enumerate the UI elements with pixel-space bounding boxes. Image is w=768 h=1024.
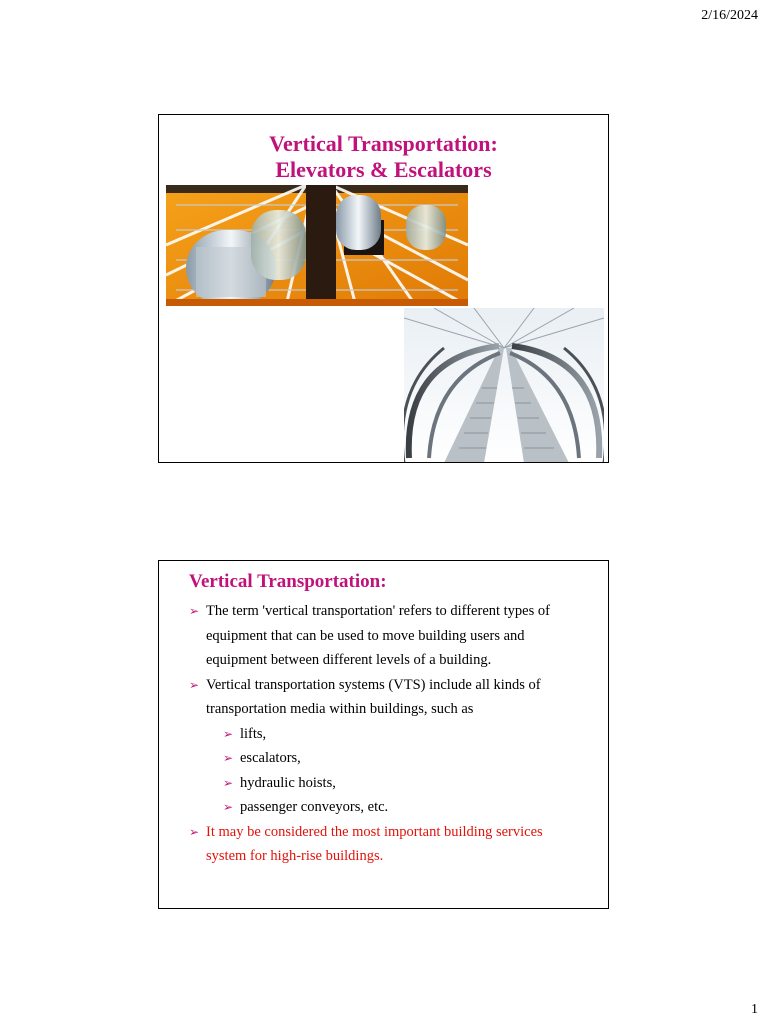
print-date: 2/16/2024 bbox=[701, 8, 758, 23]
bullet-text: equipment between different levels of a building. bbox=[206, 652, 492, 668]
bullet-list bbox=[189, 599, 588, 869]
bullet-text: escalators, bbox=[240, 750, 301, 766]
slide-2 bbox=[158, 560, 609, 909]
slide-1 bbox=[158, 114, 609, 463]
bullet-continuation bbox=[189, 624, 588, 649]
sub-bullet-item bbox=[223, 771, 588, 796]
bullet-text: transportation media within buildings, such as bbox=[206, 701, 474, 717]
bullet-text: It may be considered the most important building services bbox=[206, 823, 543, 840]
bullet-text: equipment that can be used to move building users and bbox=[206, 627, 525, 644]
escalator-photo bbox=[404, 308, 604, 463]
arrow-bullet-icon: ➢ bbox=[223, 751, 234, 765]
arrow-bullet-icon: ➢ bbox=[223, 775, 234, 790]
bullet-item bbox=[189, 599, 588, 624]
bullet-text: system for high-rise buildings. bbox=[206, 848, 384, 864]
arrow-bullet-icon: ➢ bbox=[189, 677, 200, 692]
arrow-bullet-icon: ➢ bbox=[223, 726, 234, 741]
bullet-continuation-highlight bbox=[189, 844, 588, 869]
arrow-bullet-icon: ➢ bbox=[189, 824, 200, 839]
bullet-text: hydraulic hoists, bbox=[240, 774, 336, 791]
slide-1-title-line-1: Vertical Transportation: bbox=[269, 131, 498, 156]
bullet-text: The term 'vertical transportation' refers to different types of bbox=[206, 603, 550, 619]
bullet-text: lifts, bbox=[240, 725, 267, 742]
slide-1-title bbox=[159, 131, 608, 183]
slide-1-title-line-2: Elevators & Escalators bbox=[275, 157, 492, 182]
slide-2-title: Vertical Transportation: bbox=[189, 571, 387, 592]
bullet-text: Vertical transportation systems (VTS) include all kinds of bbox=[206, 676, 541, 693]
sub-bullet-item bbox=[223, 722, 588, 747]
page-number: 1 bbox=[751, 1002, 758, 1017]
arrow-bullet-icon: ➢ bbox=[223, 800, 234, 814]
bullet-item bbox=[189, 673, 588, 698]
bullet-text: passenger conveyors, etc. bbox=[240, 799, 389, 815]
sub-bullet-item bbox=[223, 795, 588, 820]
bullet-item-highlight bbox=[189, 820, 588, 845]
elevator-shaft-photo bbox=[166, 185, 468, 306]
bullet-continuation bbox=[189, 648, 588, 673]
bullet-continuation bbox=[189, 697, 588, 722]
sub-bullet-item bbox=[223, 746, 588, 771]
arrow-bullet-icon: ➢ bbox=[189, 604, 200, 618]
